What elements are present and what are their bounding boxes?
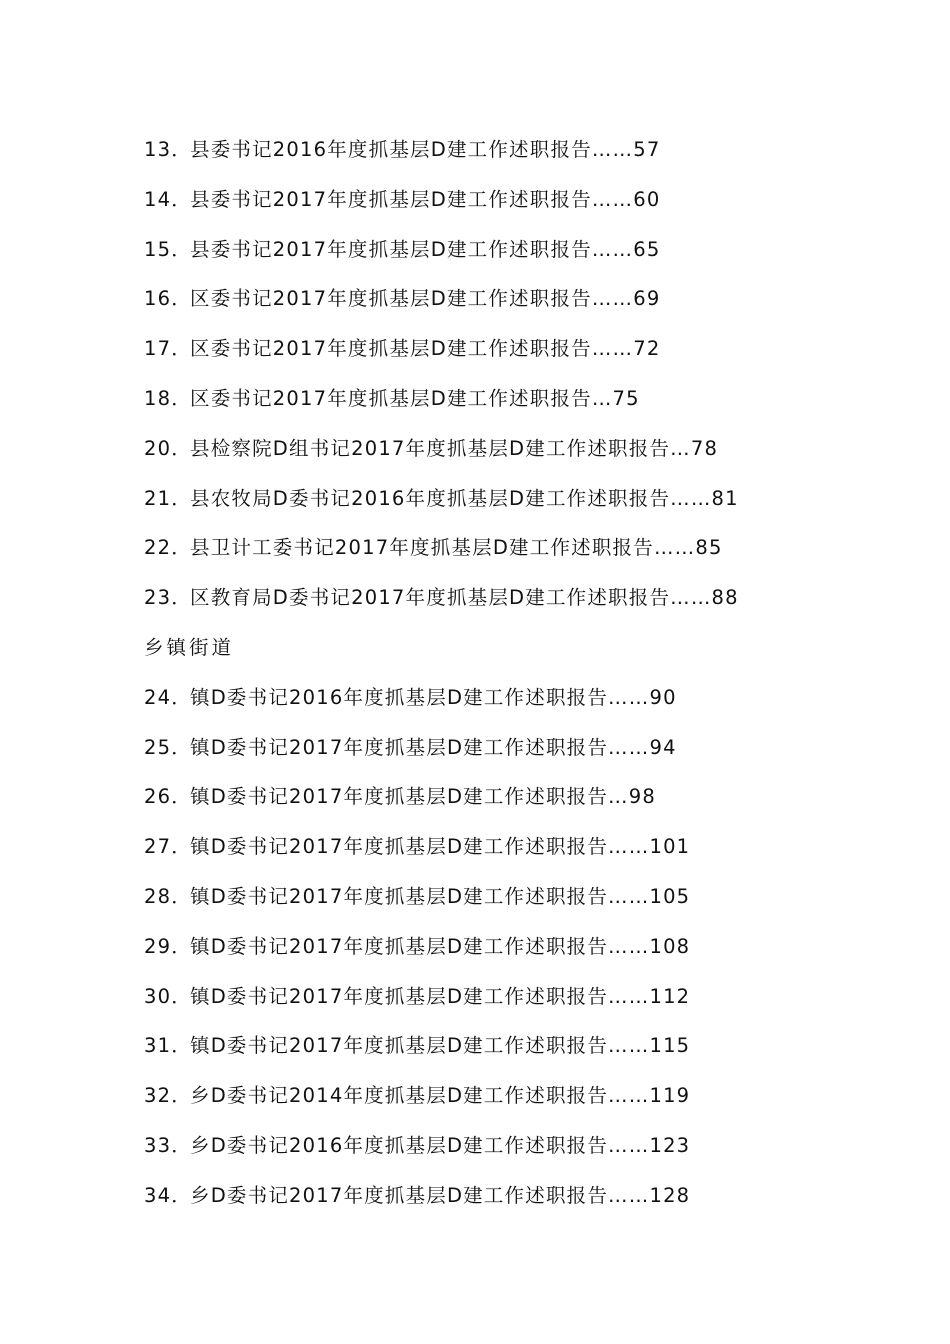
toc-entry-text: 镇D委书记2017年度抓基层D建工作述职报告……115 [190,1034,691,1058]
toc-entry [144,833,904,883]
toc-entry-number: 28． [144,884,192,908]
table-of-contents [144,136,904,1232]
toc-entry [144,285,904,335]
toc-entry [144,186,904,236]
toc-entry-number: 31． [144,1034,192,1058]
toc-entry [144,684,904,734]
toc-entry-number: 21． [144,486,192,510]
toc-entry-number: 14． [144,187,192,211]
toc-entry [144,983,904,1033]
toc-entry-text: 县委书记2017年度抓基层D建工作述职报告……65 [190,237,661,261]
toc-entry-number: 22． [144,536,192,560]
toc-entry-text: 镇D委书记2017年度抓基层D建工作述职报告……112 [190,984,691,1008]
toc-entry [144,435,904,485]
toc-entry-text: 镇D委书记2017年度抓基层D建工作述职报告……94 [190,735,677,759]
toc-entry [144,236,904,286]
toc-entry-text: 区教育局D委书记2017年度抓基层D建工作述职报告……88 [190,586,739,610]
toc-entry [144,783,904,833]
toc-entry-text: 镇D委书记2017年度抓基层D建工作述职报告…98 [190,785,656,809]
toc-entry [144,584,904,634]
toc-entry-number: 16． [144,287,192,311]
toc-entry-number: 30． [144,984,192,1008]
toc-entry-number: 18． [144,386,192,410]
toc-entry-text: 乡D委书记2016年度抓基层D建工作述职报告……123 [190,1133,691,1157]
toc-entry [144,534,904,584]
toc-entry-text: 乡D委书记2014年度抓基层D建工作述职报告……119 [190,1084,691,1108]
toc-entry-number: 34． [144,1183,192,1207]
toc-entry-number: 23． [144,586,192,610]
toc-entry [144,335,904,385]
toc-entry-number: 33． [144,1133,192,1157]
toc-entry-number: 24． [144,685,192,709]
toc-entry-text: 县委书记2016年度抓基层D建工作述职报告……57 [190,138,661,161]
toc-entry-number: 17． [144,337,192,361]
toc-entry-text: 镇D委书记2016年度抓基层D建工作述职报告……90 [190,685,677,709]
toc-entry-text: 县卫计工委书记2017年度抓基层D建工作述职报告……85 [190,536,723,560]
toc-entry [144,734,904,784]
toc-entry-text: 镇D委书记2017年度抓基层D建工作述职报告……105 [190,884,691,908]
toc-entry-text: 镇D委书记2017年度抓基层D建工作述职报告……101 [190,835,691,859]
toc-entry [144,883,904,933]
toc-entry-number: 15． [144,237,192,261]
toc-entry-number: 25． [144,735,192,759]
toc-entry-text: 镇D委书记2017年度抓基层D建工作述职报告……108 [190,934,691,958]
toc-entry-number: 29． [144,934,192,958]
toc-entry-text: 县农牧局D委书记2016年度抓基层D建工作述职报告……81 [190,486,739,510]
toc-entry [144,385,904,435]
toc-entry-text: 乡D委书记2017年度抓基层D建工作述职报告……128 [190,1183,691,1207]
toc-entry-text: 县委书记2017年度抓基层D建工作述职报告……60 [190,187,661,211]
toc-entry-text: 区委书记2017年度抓基层D建工作述职报告……72 [190,337,661,361]
toc-entry [144,1132,904,1182]
toc-entry-number: 20． [144,436,192,460]
toc-entry [144,933,904,983]
toc-section-heading: 乡镇街道 [144,635,235,659]
toc-entry-number: 26． [144,785,192,809]
toc-entry [144,136,904,186]
toc-entry-number: 32． [144,1084,192,1108]
toc-entry [144,1082,904,1132]
toc-entry-text: 县检察院D组书记2017年度抓基层D建工作述职报告…78 [190,436,719,460]
toc-entry-text: 区委书记2017年度抓基层D建工作述职报告……69 [190,287,661,311]
toc-entry-text: 区委书记2017年度抓基层D建工作述职报告…75 [190,386,640,410]
toc-entry-number: 13． [144,138,192,161]
toc-entry [144,1032,904,1082]
toc-entry [144,1182,904,1232]
toc-entry-number: 27． [144,835,192,859]
toc-entry [144,485,904,535]
